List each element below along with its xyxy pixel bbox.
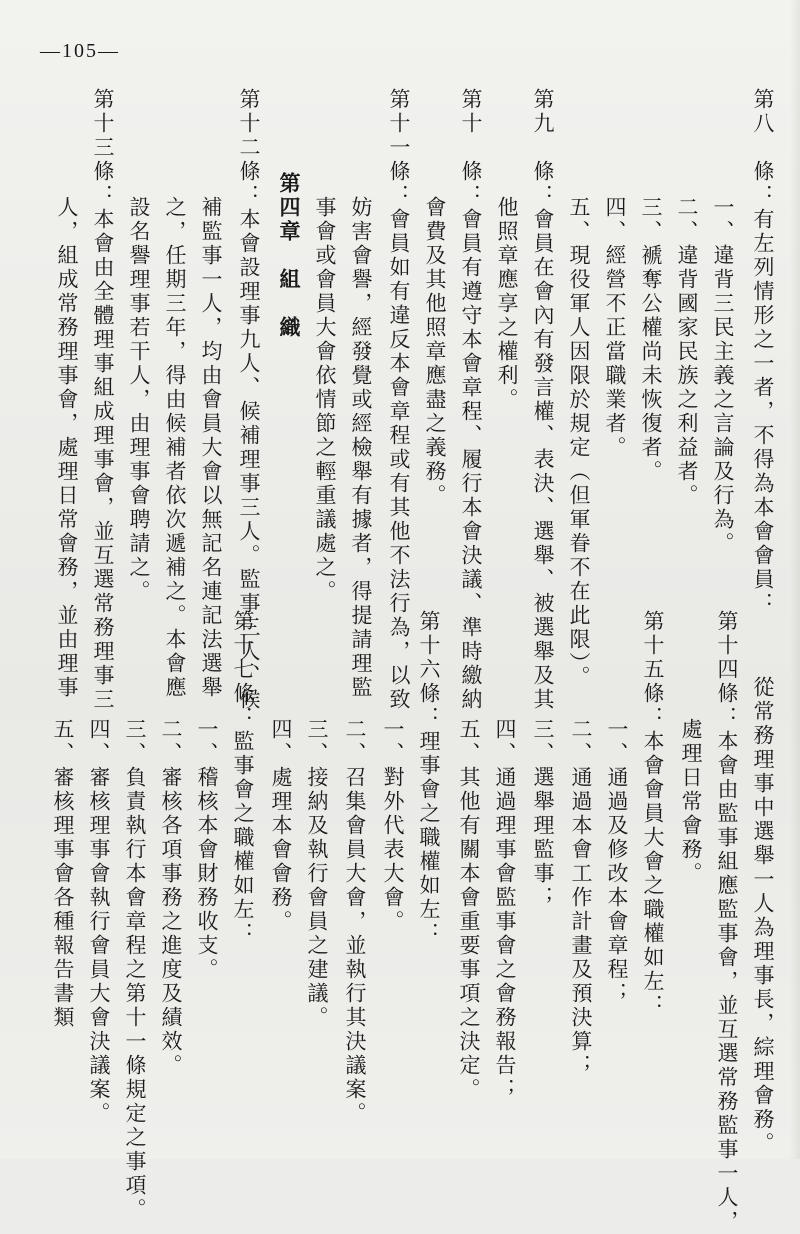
upper-col-10: 會費及其他照章應盡之義務。 [423,196,447,508]
lower-col-1: 從常務理事中選舉一人為理事長，綜理會務。 [751,676,775,1156]
lower-col-6: 二、通過本會工作計畫及預決算； [569,718,593,1078]
upper-col-5: 四、經營不正當職業者。 [603,196,627,460]
lower-col-16: 一、稽核本會財務收支。 [195,718,219,982]
lower-col-10: 第十六條：理事會之職權如左： [417,610,441,946]
lower-col-9: 五、其他有關本會重要事項之決定。 [457,718,481,1102]
upper-col-19: 第十三條：本會由全體理事組成理事會，並互選常務理事三 [91,88,115,712]
lower-col-11: 一、對外代表大會。 [381,718,405,934]
upper-col-3: 二、違背國家民族之利益者。 [675,196,699,508]
upper-col-13: 事會或會員大會依情節之輕重議處之。 [313,196,337,604]
lower-col-2: 第十四條：本會由監事組應監事會，並互選常務監事一人， [715,610,739,1234]
lower-col-14: 四、處理本會會務。 [269,718,293,934]
upper-col-12: 妨害會譽，經發覺或經檢舉有據者，得提請理監 [349,196,373,700]
upper-col-2: 一、違背三民主義之言論及行為。 [711,196,735,556]
lower-col-8: 四、通過理事會監事會之會務報告； [493,718,517,1102]
lower-col-5: 一、通過及修改本會章程； [605,718,629,1006]
upper-col-17: 之，任期三年，得由候補者依次遞補之。本會應 [163,196,187,700]
upper-col-1: 第八 條：有左列情形之一者，不得為本會會員： [751,88,775,616]
upper-col-7: 第九 條：會員在會內有發言權、表決、選舉、被選舉及其 [531,88,555,712]
upper-col-15: 第十二條：本會設理事九人、候補理事三人。監事三人、候 [237,88,261,712]
chapter-heading: 第四章 組 織 [277,172,301,340]
upper-col-20: 人，組成常務理事會，處理日常會務，並由理事 [55,196,79,700]
upper-col-8: 他照章應享之權利。 [495,196,519,412]
lower-col-7: 三、選舉理監事； [531,718,555,910]
upper-col-4: 三、褫奪公權尚未恢復者。 [639,196,663,484]
lower-col-18: 三、負責執行本會章程之第十一條規定之事項。 [123,718,147,1222]
upper-col-18: 設名譽理事若干人，由理事會聘請之。 [127,196,151,604]
lower-col-19: 四、審核理事會執行會員大會決議案。 [87,718,111,1126]
upper-col-9: 第十 條：會員有遵守本會章程、履行本會決議、準時繳納 [459,88,483,712]
lower-col-13: 三、接納及執行會員之建議。 [305,718,329,1030]
page-number: —105— [40,40,120,62]
lower-col-20: 五、審核理事會各種報告書類 [51,718,75,1030]
lower-col-12: 二、召集會員大會，並執行其決議案。 [343,718,367,1126]
page-edge-shadow [790,0,800,1159]
lower-col-17: 二、審核各項事務之進度及績效。 [159,718,183,1078]
upper-col-6: 五、現役軍人因限於規定（但軍眷不在此限）。 [567,196,591,690]
lower-col-4: 第十五條：本會會員大會之職權如左： [641,610,665,1018]
upper-col-16: 補監事一人，均由會員大會以無記名連記法選舉 [199,196,223,700]
upper-col-11: 第十一條：會員如有違反本會章程或有其他不法行為，以致 [387,88,411,712]
lower-col-3: 處理日常會務。 [679,718,703,886]
lower-col-15: 第十七條：監事會之職權如左： [231,610,255,946]
